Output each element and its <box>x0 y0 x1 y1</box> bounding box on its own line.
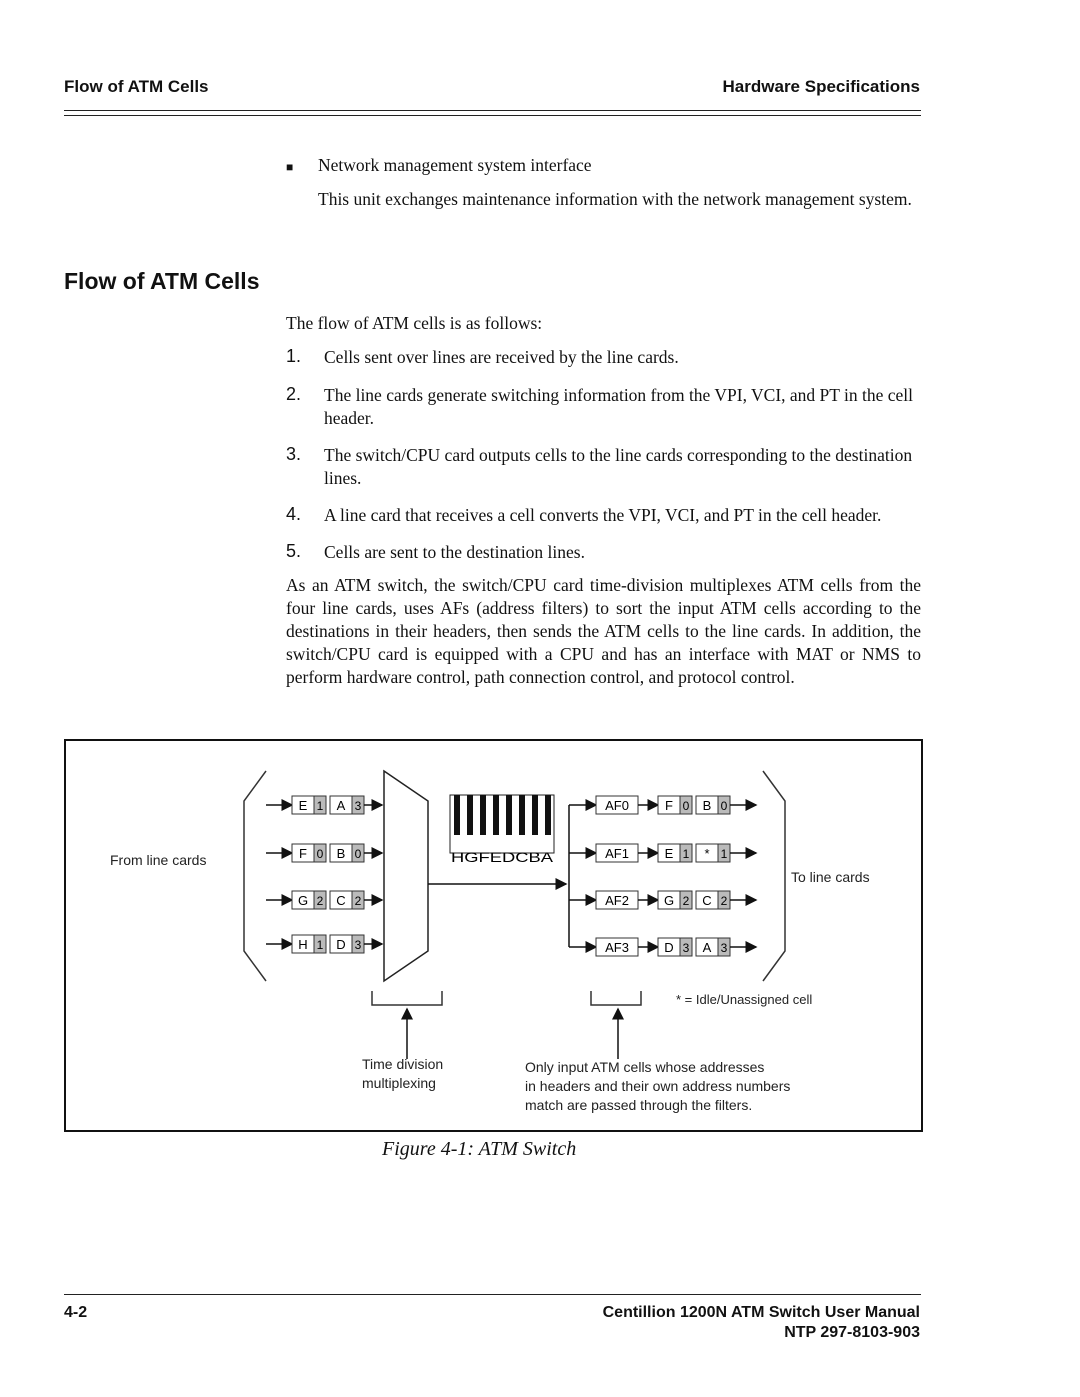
cell-label: E <box>664 846 674 861</box>
cell-label: E <box>298 798 308 813</box>
cell-stream-label: HGFEDCBA <box>451 849 554 865</box>
cell-label: F <box>299 846 307 861</box>
cell-label: H <box>298 937 308 952</box>
to-line-cards-label: To line cards <box>791 869 870 885</box>
cell-label: 2 <box>682 894 690 908</box>
step-number: 1. <box>286 346 302 366</box>
cell-label: 2 <box>316 894 324 908</box>
cell-label: G <box>663 893 675 908</box>
cell-label: 0 <box>316 847 324 861</box>
step-number: 5. <box>286 541 302 561</box>
cell-label: 3 <box>720 941 728 955</box>
cell-label: 3 <box>682 941 690 955</box>
input-bracket <box>244 771 266 981</box>
cell-label: 1 <box>682 847 690 861</box>
address-filter-label: AF3 <box>605 940 629 955</box>
output-cell-row <box>658 938 730 956</box>
filter-note-line3: match are passed through the filters. <box>525 1097 753 1113</box>
step-text: Cells sent over lines are received by the line cards. <box>324 347 679 367</box>
cell-label: C <box>336 893 346 908</box>
address-filter-label: AF1 <box>605 846 629 861</box>
running-header-right: Hardware Specifications <box>722 77 920 96</box>
address-filter-label: AF2 <box>605 893 629 908</box>
output-cell-row <box>658 796 730 814</box>
header-rule-bottom <box>64 115 921 116</box>
footer-ntp: NTP 297-8103-903 <box>784 1324 920 1341</box>
cell-label: 2 <box>720 894 728 908</box>
running-header-left: Flow of ATM Cells <box>64 77 209 96</box>
cell-label: 2 <box>354 894 362 908</box>
cell-label: A <box>702 940 712 955</box>
footer-manual-title: Centillion 1200N ATM Switch User Manual <box>602 1304 920 1321</box>
cell-label: G <box>297 893 309 908</box>
step-number: 4. <box>286 504 302 524</box>
figure-frame <box>64 739 923 1132</box>
cell-label: 1 <box>316 938 324 952</box>
step-number: 3. <box>286 444 302 464</box>
step-text: The switch/CPU card outputs cells to the line cards corresponding to the destination lines. <box>324 445 913 488</box>
step-text: Cells are sent to the destination lines. <box>324 542 585 562</box>
filter-note-line2: in headers and their own address numbers <box>525 1078 791 1094</box>
output-cell-row <box>658 891 730 909</box>
tdm-label-line1: Time division <box>362 1056 444 1072</box>
cell-label: 3 <box>354 799 362 813</box>
cell-label: 0 <box>720 799 728 813</box>
multiplexer-shape <box>384 771 428 981</box>
output-cell-row <box>658 844 730 862</box>
bullet-text: This unit exchanges maintenance information with the network management system. <box>318 189 912 209</box>
idle-cell-note: * = Idle/Unassigned cell <box>676 992 813 1007</box>
cell-label: A <box>336 798 346 813</box>
input-cell-row <box>292 796 364 814</box>
cell-label: B <box>336 846 346 861</box>
from-line-cards-label: From line cards <box>110 852 207 868</box>
atm-switch-diagram <box>66 741 921 1130</box>
cell-label: D <box>336 937 346 952</box>
cell-label: 1 <box>316 799 324 813</box>
step-number: 2. <box>286 384 302 404</box>
cell-label: B <box>702 798 712 813</box>
bullet-title: Network management system interface <box>318 155 592 175</box>
input-cell-row <box>292 844 364 862</box>
cell-stream <box>450 795 554 865</box>
input-cell-row <box>292 891 364 909</box>
filter-note-line1: Only input ATM cells whose addresses <box>525 1059 765 1075</box>
section-heading: Flow of ATM Cells <box>64 268 260 294</box>
input-cell-row <box>292 935 364 953</box>
cell-label: D <box>664 940 674 955</box>
step-text: A line card that receives a cell converts the VPI, VCI, and PT in the cell header. <box>324 505 882 525</box>
address-filter-label: AF0 <box>605 798 629 813</box>
section-intro: The flow of ATM cells is as follows: <box>286 313 543 333</box>
cell-label: C <box>702 893 712 908</box>
cell-label: 0 <box>354 847 362 861</box>
footer-page-number: 4-2 <box>64 1304 88 1321</box>
cell-label: F <box>665 798 673 813</box>
cell-label: 1 <box>720 847 728 861</box>
body-paragraph: As an ATM switch, the switch/CPU card time-division multiplexes ATM cells from the four line cards, uses AFs (address filters) to sort the input ATM cells according to the destinations in their headers, then sends the ATM cells to the line cards. In addition, the switch/CPU card is equipped with a CPU and has an interface with MAT or NMS to perform hardware control, path connection control, and protocol control. <box>286 575 921 687</box>
footer-rule <box>64 1294 921 1295</box>
header-rule-top <box>64 110 921 111</box>
tdm-label-line2: multiplexing <box>362 1075 436 1091</box>
output-bracket <box>763 771 785 981</box>
cell-label: * <box>704 846 710 861</box>
cell-label: 0 <box>682 799 690 813</box>
step-text: The line cards generate switching information from the VPI, VCI, and PT in the cell header. <box>324 385 914 428</box>
figure-caption: Figure 4-1: ATM Switch <box>382 1138 577 1160</box>
cell-label: 3 <box>354 938 362 952</box>
bullet-marker: ■ <box>286 160 294 174</box>
